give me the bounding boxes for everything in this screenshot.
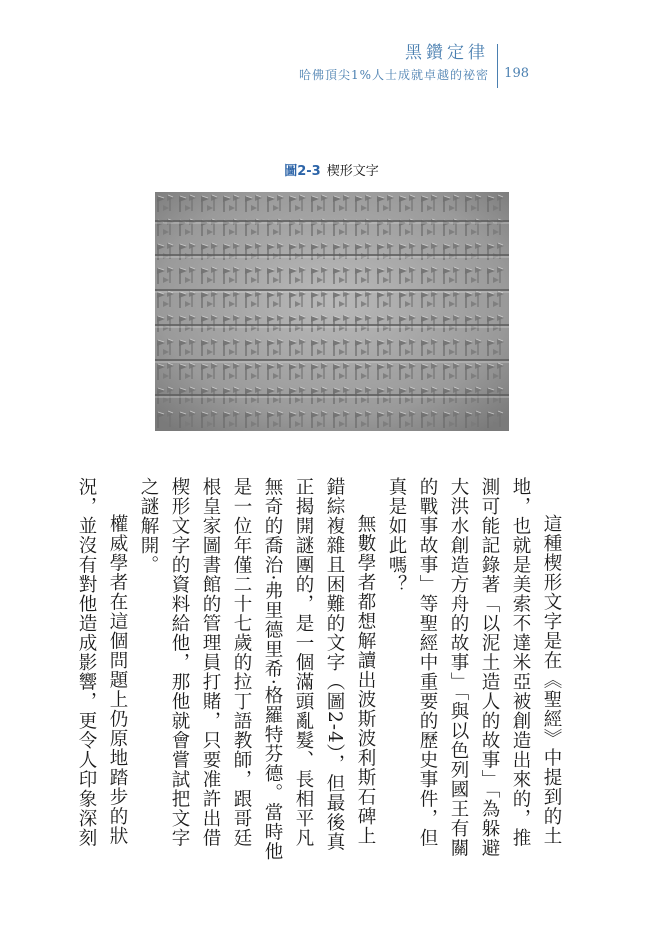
running-header	[243, 38, 603, 98]
cuneiform-tablet-image	[155, 192, 509, 431]
book-title: 黑鑽定律	[405, 43, 489, 63]
paragraph: 這種楔形文字是在《聖經》中提到的土地，也就是美索不達米亞被創造出來的，推測可能記錄著「以泥土造人的故事」「為躲避大洪水創造方舟的故事」「與以色列國王有關的戰事故事」等聖經中重要的歷史事件，但真是如此嗎？	[386, 477, 562, 858]
body-text	[71, 477, 567, 862]
page-number: 198	[504, 66, 529, 81]
header-divider	[497, 44, 498, 88]
figure-caption-text: 楔形文字	[326, 164, 379, 179]
figure-number: 圖2-3	[284, 164, 321, 179]
figure-caption	[0, 160, 663, 179]
paragraph: 無數學者都想解讀出波斯波利斯石碑上錯綜複雜且困難的文字（圖2-4），但最後真正揭開謎團的，是一個滿頭亂髮、長相平凡無奇的喬治·弗里德里希·格羅特芬德。當時他是一位年僅二十七歲的拉丁語教師，跟哥廷根皇家圖書館的管理員打賭，只要准許出借楔形文字的資料給他，那他就會嘗試把文字之謎解開。	[138, 477, 376, 862]
book-subtitle: 哈佛頂尖1%人士成就卓越的祕密	[298, 68, 489, 82]
paragraph: 權威學者在這個問題上仍原地踏步的狀況，並沒有對他造成影響，更令人印象深刻	[76, 477, 128, 848]
